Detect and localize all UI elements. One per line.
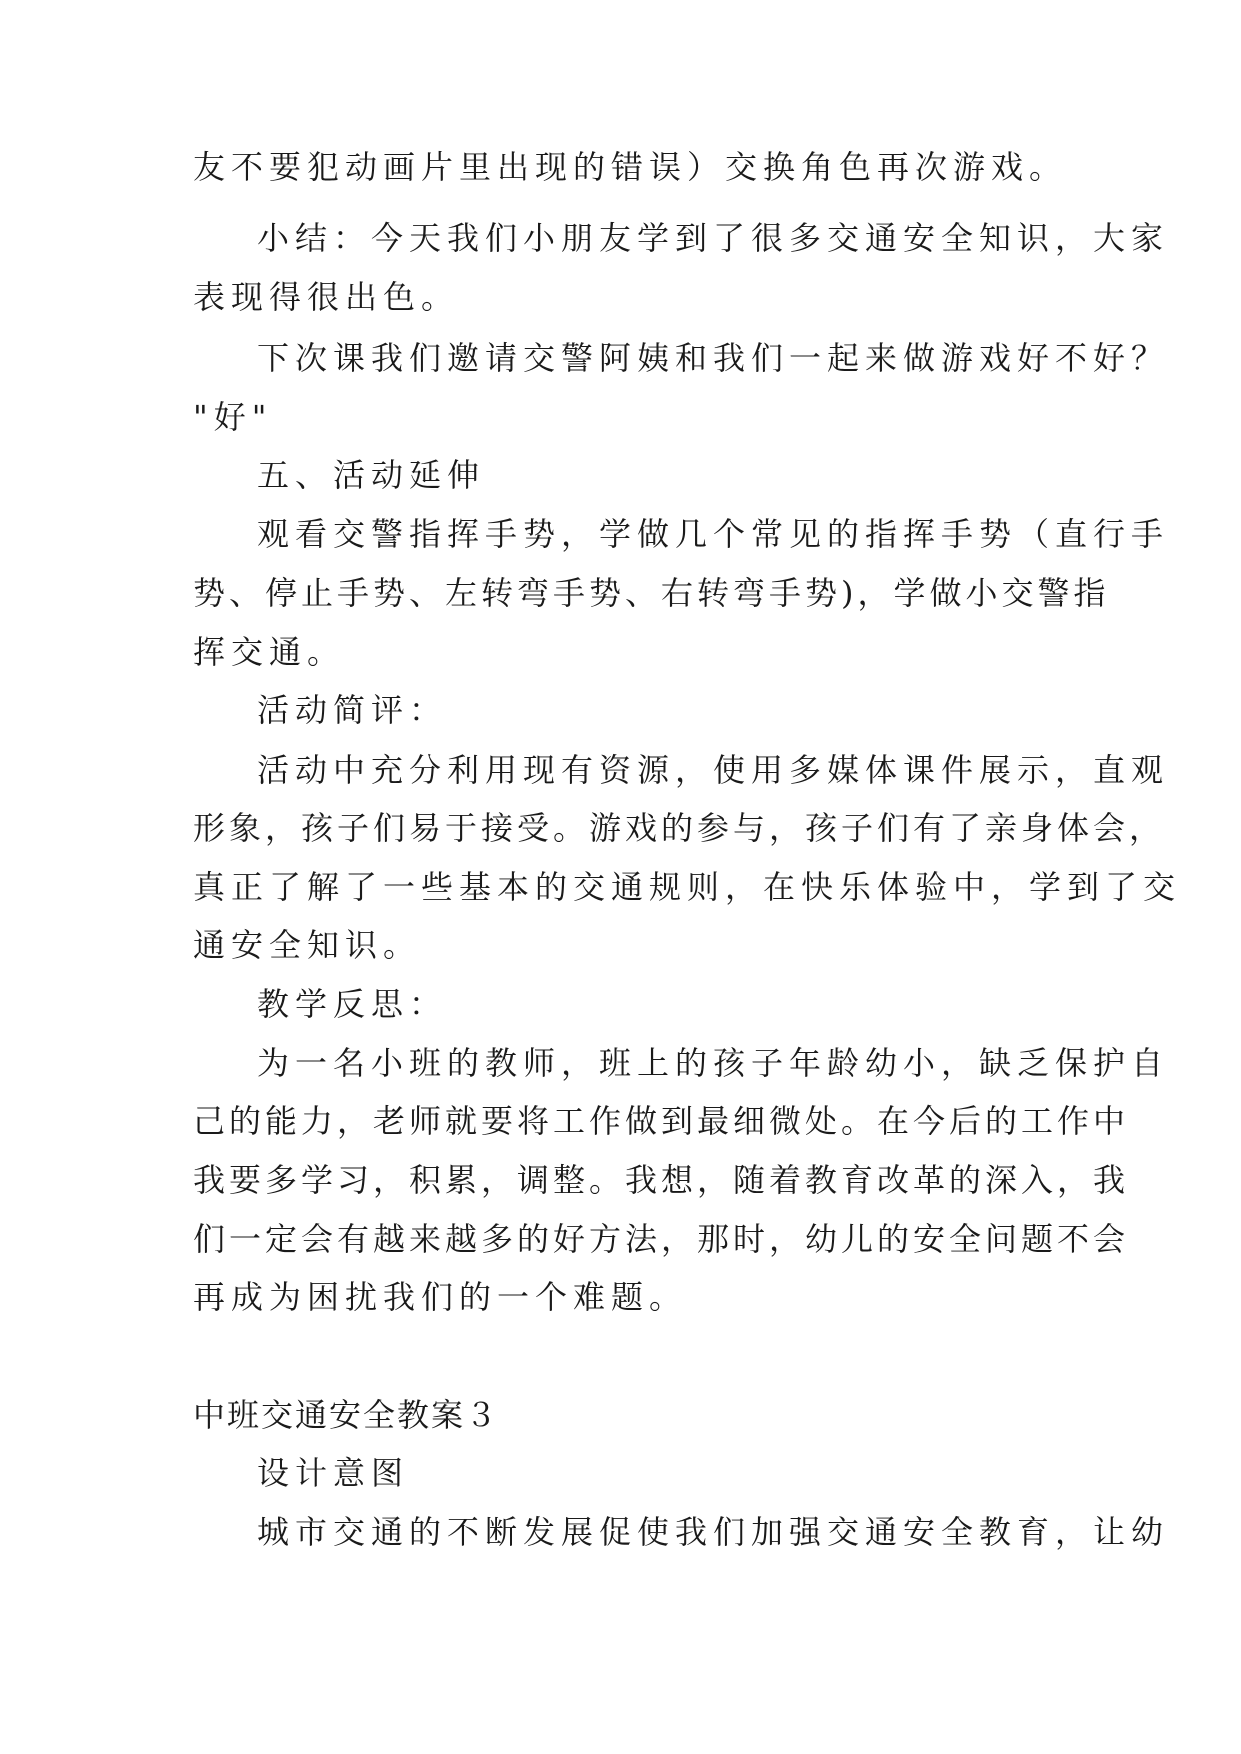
lesson-title: 中班交通安全教案３ xyxy=(193,1396,500,1434)
section-heading: 五、活动延伸 xyxy=(257,456,486,494)
paragraph-line: 再成为困扰我们的一个难题。 xyxy=(193,1278,688,1316)
section-heading: 教学反思： xyxy=(257,985,448,1023)
paragraph-line: 挥交通。 xyxy=(193,633,346,671)
section-heading: 设计意图 xyxy=(257,1454,410,1492)
section-heading: 活动简评： xyxy=(257,691,448,729)
paragraph-line: 活动中充分利用现有资源，使用多媒体课件展示，直观 xyxy=(257,751,1170,789)
paragraph-line: 形象，孩子们易于接受。游戏的参与，孩子们有了亲身体会， xyxy=(193,809,1166,847)
paragraph-line: 小结：今天我们小朋友学到了很多交通安全知识，大家 xyxy=(257,219,1170,257)
paragraph-line: 己的能力，老师就要将工作做到最细微处。在今后的工作中 xyxy=(193,1102,1130,1140)
paragraph-line: 城市交通的不断发展促使我们加强交通安全教育，让幼 xyxy=(257,1513,1170,1551)
paragraph-line: 友不要犯动画片里出现的错误）交换角色再次游戏。 xyxy=(193,148,1068,186)
paragraph-line: 真正了解了一些基本的交通规则，在快乐体验中，学到了交 xyxy=(193,868,1182,906)
paragraph-line: 表现得很出色。 xyxy=(193,278,460,316)
paragraph-line: 观看交警指挥手势，学做几个常见的指挥手势（直行手 xyxy=(257,515,1170,553)
paragraph-line: 通安全知识。 xyxy=(193,926,422,964)
paragraph-line: 我要多学习，积累，调整。我想，随着教育改革的深入，我 xyxy=(193,1161,1130,1199)
paragraph-line: 为一名小班的教师，班上的孩子年龄幼小，缺乏保护自 xyxy=(257,1044,1170,1082)
paragraph-line: 们一定会有越来越多的好方法，那时，幼儿的安全问题不会 xyxy=(193,1220,1130,1258)
paragraph-line: 势、停止手势、左转弯手势、右转弯手势)，学做小交警指 xyxy=(193,574,1110,612)
paragraph-line: "好" xyxy=(193,398,273,436)
paragraph-line: 下次课我们邀请交警阿姨和我们一起来做游戏好不好？ xyxy=(257,339,1170,377)
